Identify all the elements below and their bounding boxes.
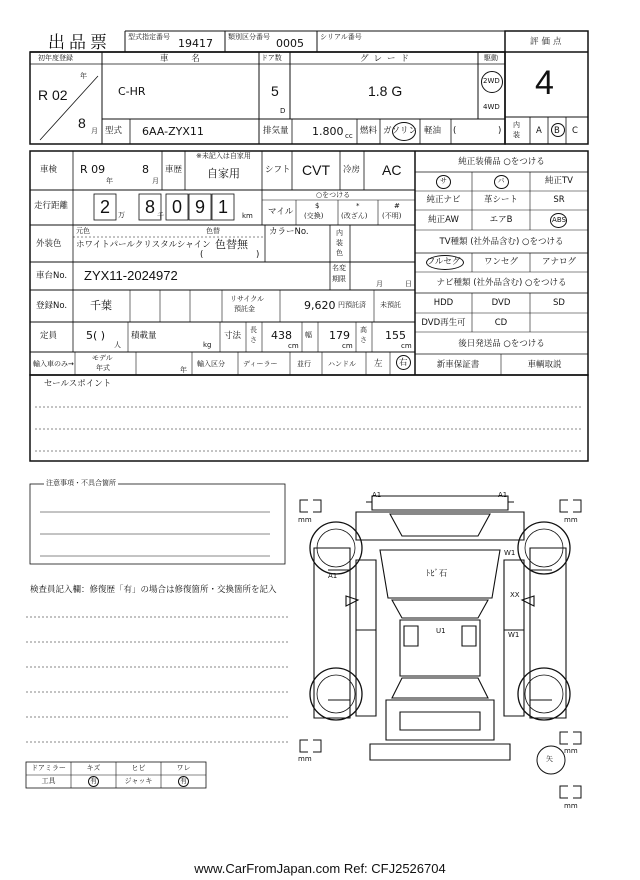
grade-label: グレード bbox=[360, 54, 415, 64]
handle-label: ハンドル bbox=[328, 360, 356, 368]
interior-label-2: 装 bbox=[513, 131, 520, 139]
width-value: 179 bbox=[329, 329, 350, 342]
navi-sd: SD bbox=[553, 298, 565, 308]
sen-unit: 千 bbox=[157, 212, 164, 220]
legend-tools: 工具 bbox=[41, 777, 56, 785]
equip-sa: サ bbox=[440, 177, 447, 185]
width-label: 幅 bbox=[305, 331, 312, 339]
name-change-label-1: 名変 bbox=[332, 264, 346, 272]
mileage-circle-note: ○をつける bbox=[316, 191, 351, 199]
mm-front-right: mm bbox=[564, 516, 578, 524]
later-header: 後日発送品 ○をつける bbox=[458, 339, 545, 349]
parallel-label: 並行 bbox=[297, 360, 311, 368]
model-code-value: 19417 bbox=[178, 37, 213, 50]
light-oil-label: 軽油 bbox=[424, 126, 442, 136]
inspector-label: 検査員記入欄：修復歴「有」の場合は修復箇所・交換箇所を記入 bbox=[30, 585, 277, 595]
exterior-label: 外装色 bbox=[36, 239, 62, 249]
interior-color-char-3: 色 bbox=[336, 249, 343, 257]
equip-aw: 純正AW bbox=[428, 215, 459, 225]
import-type-label: 輸入区分 bbox=[197, 360, 225, 368]
navi-hdd: HDD bbox=[433, 298, 454, 308]
navi-dvd-play: DVD再生可 bbox=[421, 318, 466, 328]
mark-roof-right: XX bbox=[510, 591, 520, 599]
model-year-label-2: 年式 bbox=[96, 364, 110, 372]
later-manual: 車輌取説 bbox=[527, 360, 562, 370]
mark-roof: U1 bbox=[436, 627, 446, 635]
first-reg-year: R 02 bbox=[38, 87, 68, 103]
mark-front-left: A1 bbox=[372, 491, 382, 499]
model-year-unit: 年 bbox=[180, 366, 187, 374]
type-label: 型式 bbox=[105, 126, 123, 136]
paren-close: ) bbox=[498, 126, 502, 136]
displacement-unit: cc bbox=[345, 132, 353, 140]
shift-label: シフト bbox=[265, 165, 291, 175]
tv-analog: アナログ bbox=[541, 257, 576, 267]
displacement-value: 1.800 bbox=[312, 125, 344, 138]
color-change-value: 色替無 bbox=[215, 238, 248, 251]
recycle-amount: 9,620 bbox=[304, 299, 336, 312]
model-code-label: 型式指定番号 bbox=[128, 33, 170, 41]
interior-color-char-2: 装 bbox=[336, 239, 343, 247]
capacity-unit: 人 bbox=[114, 341, 121, 349]
mm-rear-right: mm bbox=[564, 747, 578, 755]
interior-label-1: 内 bbox=[513, 121, 520, 129]
interior-a: A bbox=[536, 126, 542, 136]
paren-open: ( bbox=[453, 126, 457, 136]
recycle-unpaid: 未預託 bbox=[380, 301, 401, 309]
dollar-note: (交換) bbox=[304, 212, 324, 220]
length-value: 438 bbox=[271, 329, 292, 342]
equip-tv: 純正TV bbox=[544, 176, 573, 186]
mm-front-left: mm bbox=[298, 516, 312, 524]
legend-door-mirror: ドアミラー bbox=[31, 764, 66, 772]
legend-crack: ヒビ bbox=[131, 764, 146, 772]
height-label-2: さ bbox=[360, 336, 367, 344]
month-unit: 月 bbox=[91, 127, 98, 135]
cooling-label: 冷房 bbox=[343, 165, 361, 175]
interior-b: B bbox=[554, 126, 560, 136]
import-label: 輸入車のみ→ bbox=[33, 360, 74, 368]
mileage-label: 走行距離 bbox=[34, 201, 69, 211]
color-value: ホワイトパールクリスタルシャイン bbox=[76, 240, 211, 250]
sales-point-label: セールスポイント bbox=[44, 379, 112, 389]
mm-spare: mm bbox=[564, 802, 578, 810]
class-code-label: 類別区分番号 bbox=[228, 33, 270, 41]
grade-value: 1.8 G bbox=[368, 83, 403, 99]
doors-suffix: D bbox=[280, 107, 286, 115]
inspection-value: R 09 bbox=[80, 163, 106, 176]
name-change-label-2: 期限 bbox=[332, 275, 346, 283]
length-label-2: さ bbox=[250, 336, 257, 344]
tv-header: TV種類 (社外品含む) ○をつける bbox=[439, 237, 564, 247]
wheel-rear-right bbox=[518, 668, 570, 720]
height-value: 155 bbox=[385, 329, 406, 342]
name-change-month: 月 bbox=[376, 280, 383, 288]
interior-c: C bbox=[572, 126, 578, 136]
navi-header: ナビ種類 (社外品含む) ○をつける bbox=[436, 278, 567, 288]
equip-pa: パ bbox=[497, 177, 505, 185]
mileage-digit-5: 1 bbox=[217, 197, 228, 217]
mileage-digit-1: 2 bbox=[99, 197, 110, 217]
inspection-year-unit: 年 bbox=[106, 177, 113, 185]
history-note: ※未記入は自家用 bbox=[196, 152, 251, 160]
rating-label: 評価点 bbox=[530, 37, 565, 47]
navi-cd: CD bbox=[494, 318, 508, 328]
serial-label: シリアル番号 bbox=[320, 33, 362, 41]
equip-sr: SR bbox=[553, 195, 565, 205]
equip-abs: ABS bbox=[552, 216, 566, 224]
load-unit: kg bbox=[203, 341, 212, 349]
legend-tools-have: 有 bbox=[90, 777, 97, 785]
inspection-month-unit: 月 bbox=[152, 177, 159, 185]
model-year-label-1: モデル bbox=[92, 354, 113, 362]
genuine-header: 純正装備品 ○をつける bbox=[458, 157, 545, 167]
handle-right: 右 bbox=[399, 358, 408, 368]
legend-jack: ジャッキ bbox=[124, 777, 153, 785]
first-reg-month: 8 bbox=[78, 115, 86, 131]
star-note: (改ざん) bbox=[341, 212, 368, 220]
original-color-label: 元色 bbox=[76, 227, 90, 235]
rear-glass bbox=[392, 678, 488, 698]
dollar-label: $ bbox=[315, 202, 320, 210]
year-unit: 年 bbox=[80, 72, 87, 80]
load-label: 積載量 bbox=[131, 331, 157, 341]
rear-bumper bbox=[370, 744, 510, 760]
mileage-digit-3: 0 bbox=[171, 197, 182, 217]
rating-value: 4 bbox=[535, 64, 554, 102]
recycle-label-2: 預託金 bbox=[234, 305, 255, 313]
length-label-1: 長 bbox=[250, 326, 257, 334]
drive-4wd: 4WD bbox=[483, 103, 500, 111]
first-reg-label: 初年度登録 bbox=[38, 54, 73, 62]
car-name-label: 車 名 bbox=[160, 54, 210, 64]
displacement-label: 排気量 bbox=[263, 126, 289, 136]
fuel-label: 燃料 bbox=[360, 126, 378, 136]
color-change-label: 色替 bbox=[206, 227, 220, 235]
interior-color-char-1: 内 bbox=[336, 229, 343, 237]
length-unit: cm bbox=[288, 342, 299, 350]
chassis-label: 車台No. bbox=[36, 271, 68, 281]
mark-right-front: W1 bbox=[504, 549, 516, 557]
tv-oneseg: ワンセグ bbox=[483, 257, 518, 267]
footer-ref: www.CarFromJapan.com Ref: CFJ2526704 bbox=[194, 861, 446, 876]
doors-value: 5 bbox=[271, 83, 279, 99]
sheet-title: 出品票 bbox=[48, 33, 111, 52]
trunk bbox=[386, 700, 494, 740]
spare-label: 矢 bbox=[546, 755, 553, 763]
dims-label: 寸法 bbox=[224, 331, 242, 341]
plate-value: 千葉 bbox=[90, 299, 112, 312]
drive-label: 駆動 bbox=[484, 54, 498, 62]
car-name-value: C-HR bbox=[118, 85, 146, 98]
mark-left-front: A1 bbox=[328, 572, 338, 580]
height-label-1: 高 bbox=[360, 326, 367, 334]
legend-jack-have: 有 bbox=[180, 777, 187, 785]
inspection-label: 車検 bbox=[40, 165, 58, 175]
legend-break: ワレ bbox=[176, 764, 191, 772]
name-change-day: 日 bbox=[405, 280, 412, 288]
equip-airbag: エアB bbox=[489, 215, 513, 225]
doors-label: ドア数 bbox=[261, 54, 282, 62]
history-value: 自家用 bbox=[207, 167, 240, 180]
mile-label: マイル bbox=[268, 207, 294, 217]
notes-label: 注意事項・不具合箇所 bbox=[46, 479, 116, 487]
mark-right-rear: W1 bbox=[508, 631, 520, 639]
cooling-value: AC bbox=[382, 162, 402, 178]
later-warranty: 新車保証書 bbox=[436, 360, 480, 370]
dealer-label: ディーラー bbox=[243, 360, 278, 368]
hash-label: # bbox=[394, 202, 400, 210]
mark-front-right: A1 bbox=[498, 491, 508, 499]
equip-navi: 純正ナビ bbox=[426, 195, 461, 205]
drive-2wd: 2WD bbox=[483, 77, 500, 85]
shift-value: CVT bbox=[302, 162, 330, 178]
chassis-value: ZYX11-2024972 bbox=[84, 268, 178, 283]
fuel-value: ガソリン bbox=[383, 126, 418, 136]
recycle-label-1: リサイクル bbox=[230, 295, 265, 303]
mileage-digit-2: 8 bbox=[144, 197, 155, 217]
tv-fullseg: フルセグ bbox=[426, 257, 461, 267]
legend-scratch: キズ bbox=[86, 764, 101, 772]
height-unit: cm bbox=[401, 342, 412, 350]
inspection-month: 8 bbox=[142, 163, 149, 176]
front-bumper bbox=[372, 496, 508, 510]
capacity-label: 定員 bbox=[40, 331, 58, 341]
star-label: * bbox=[356, 202, 360, 210]
km-unit: km bbox=[242, 212, 253, 220]
class-code-value: 0005 bbox=[276, 37, 304, 50]
navi-dvd: DVD bbox=[491, 298, 511, 308]
handle-left: 左 bbox=[374, 359, 383, 369]
recycle-paid: 円預託済 bbox=[338, 301, 366, 309]
man-unit: 万 bbox=[118, 211, 125, 219]
mm-rear-left: mm bbox=[298, 755, 312, 763]
type-value: 6AA-ZYX11 bbox=[142, 125, 204, 138]
color-no-label: カラーNo. bbox=[269, 227, 309, 237]
wheel-rear-left bbox=[310, 668, 362, 720]
plate-label: 登録No. bbox=[36, 301, 68, 311]
mark-hood: ﾄﾋﾞ石 bbox=[426, 569, 448, 579]
hash-note: (不明) bbox=[382, 212, 402, 220]
width-unit: cm bbox=[342, 342, 353, 350]
color-paren-close: ) bbox=[256, 250, 260, 260]
mileage-digit-4: 9 bbox=[194, 197, 205, 217]
capacity-value: 5( ) bbox=[86, 329, 106, 342]
color-paren-open: ( bbox=[200, 250, 204, 260]
history-label: 車歴 bbox=[165, 165, 183, 175]
equip-leather: 革シート bbox=[483, 195, 518, 205]
windshield bbox=[392, 600, 488, 618]
